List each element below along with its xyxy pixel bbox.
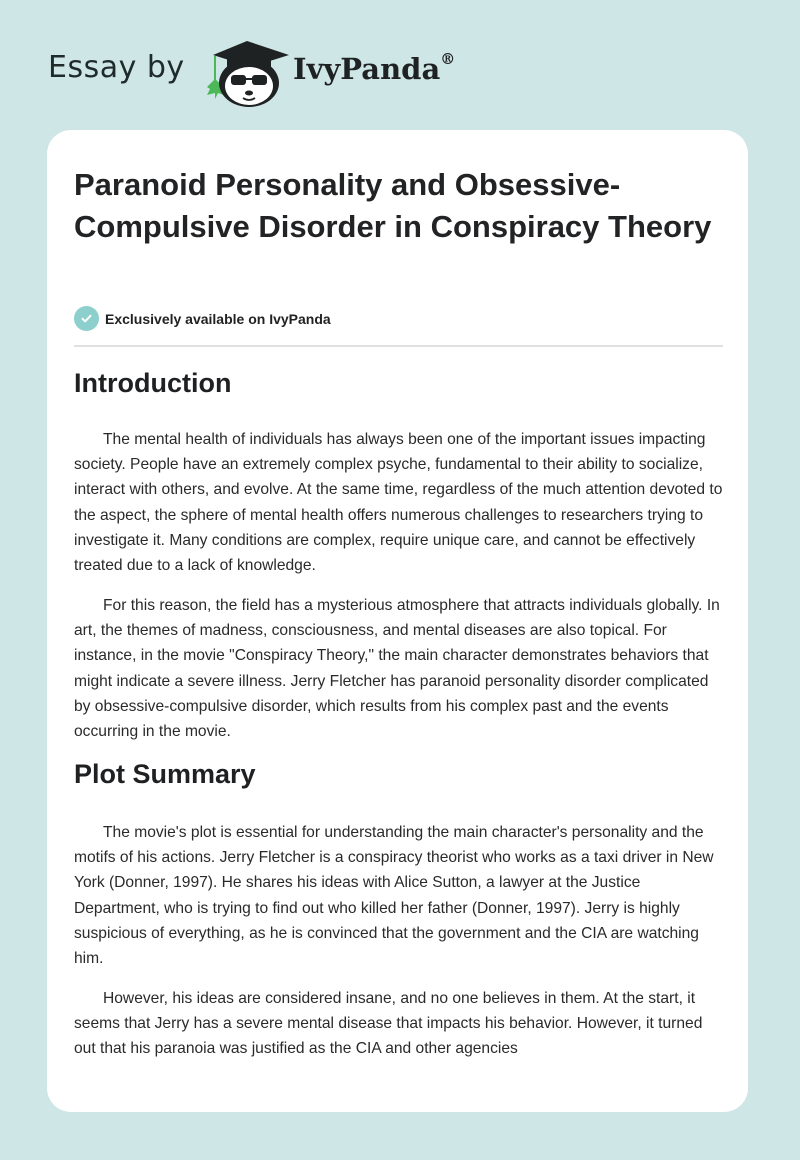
site-header (0, 0, 800, 130)
essay-by-label: Essay by (48, 50, 185, 85)
section-heading-introduction: Introduction (74, 368, 232, 398)
paragraph: However, his ideas are considered insane, and no one believes in them. At the start, it seems that Jerry has a severe mental disease that impacts his behavior. However, it turned out that his paranoia was justified as the CIA and other agencies (74, 990, 703, 1058)
paragraph: The movie's plot is essential for understanding the main character's personality and the motifs of his actions. Jerry Fletcher is a conspiracy theorist who works as a taxi driver in New York (Donner, 1997). He shares his ideas with Alice Sutton, a lawyer at the Justice Department, who is trying to find out who killed her father (Donner, 1997). Jerry is highly suspicious of everything, as he is convinced that the government and the CIA are watching him. (74, 824, 714, 968)
essay-card (47, 130, 748, 1112)
divider (74, 345, 723, 347)
section-heading-plot-summary: Plot Summary (74, 759, 256, 789)
badge-label: Exclusively available on IvyPanda (105, 310, 331, 327)
panda-graduate-icon[interactable] (203, 37, 293, 109)
registered-mark: ® (440, 50, 456, 68)
brand-name[interactable] (293, 52, 455, 86)
paragraph: The mental health of individuals has always been one of the important issues impacting society. People have an extremely complex psyche, fundamental to their ability to socialize, interact with others, and evolve. At the same time, regardless of the much attention devoted to the aspect, the sphere of mental health offers numerous challenges to researchers trying to investigate it. Many conditions are complex, require unique care, and cannot be effectively treated due to a lack of knowledge. (74, 431, 723, 575)
check-circle-icon (74, 306, 99, 331)
exclusive-badge (74, 306, 331, 331)
paragraph: For this reason, the field has a mysterious atmosphere that attracts individuals globally. In art, the themes of madness, consciousness, and mental diseases are also topical. For instance, in the movie "Conspiracy Theory," the main character demonstrates behaviors that might indicate a severe illness. Jerry Fletcher has paranoid personality disorder complicated by obsessive-compulsive disorder, which results from his complex past and the events occurring in the movie. (74, 597, 720, 741)
page-title: Paranoid Personality and Obsessive-Compulsive Disorder in Conspiracy Theory (74, 167, 712, 244)
brand-text: IvyPanda (293, 52, 441, 86)
